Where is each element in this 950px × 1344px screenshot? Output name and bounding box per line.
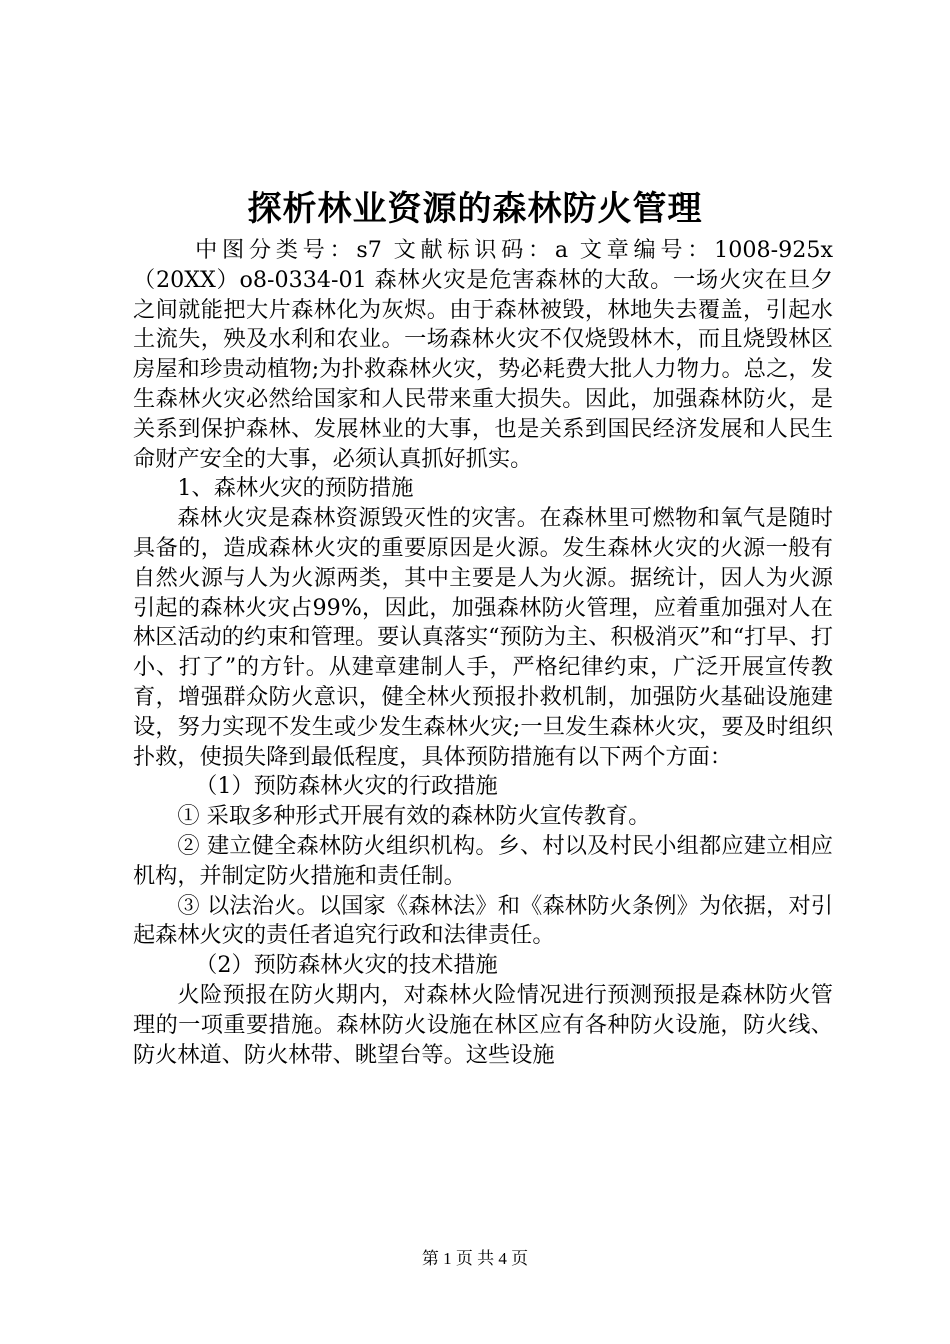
body-paragraph: 森林火灾是森林资源毁灭性的灾害。在森林里可燃物和氧气是随时具备的，造成森林火灾的重要原因是火源。发生森林火灾的火源一般有自然火源与人为火源两类，其中主要是人为火源。据统计，因人为火源引起的森林火灾占99%，因此，加强森林防火管理，应着重加强对人在林区活动的约束和管理。要认真落实“预防为主、积极消灭”和“打早、打小、打了”的方针。从建章建制人手，严格纪律约束，广泛开展宣传教育，增强群众防火意识，健全林火预报扑救机制，加强防火基础设施建设，努力实现不发生或少发生森林火灾;一旦发生森林火灾，要及时组织扑救，使损失降到最低程度，具体预防措施有以下两个方面： [133, 505, 833, 770]
list-item: ② 建立健全森林防火组织机构。乡、村以及村民小组都应建立相应机构，并制定防火措施和责任制。 [133, 832, 833, 889]
document-body [133, 236, 833, 1070]
page-footer: 第 1 页 共 4 页 [421, 1249, 529, 1268]
section-heading-1: 1、森林火灾的预防措施 [177, 475, 414, 502]
intro-paragraph: 中图分类号：s7 文献标识码：a 文章编号：1008-925x（20XX）o8-0334-01 森林火灾是危害森林的大敌。一场火灾在旦夕之间就能把大片森林化为灰烬。由于森林被毁，林地失去覆盖，引起水土流失，殃及水利和农业。一场森林火灾不仅烧毁林木，而且烧毁林区房屋和珍贵动植物;为扑救森林火灾，势必耗费大批人力物力。总之，发生森林火灾必然给国家和人民带来重大损失。因此，加强森林防火，是关系到保护森林、发展林业的大事，也是关系到国民经济发展和人民生命财产安全的大事，必须认真抓好抓实。 [133, 237, 833, 472]
body-paragraph: 火险预报在防火期内，对森林火险情况进行预测预报是森林防火管理的一项重要措施。森林防火设施在林区应有各种防火设施，防火线、防火林道、防火林带、眺望台等。这些设施 [133, 981, 833, 1068]
list-item: ① 采取多种形式开展有效的森林防火宣传教育。 [177, 803, 651, 830]
subsection-heading-1: （1）预防森林火灾的行政措施 [195, 773, 498, 800]
subsection-heading-2: （2）预防森林火灾的技术措施 [195, 952, 498, 979]
document-title: 探析林业资源的森林防火管理 [247, 189, 703, 229]
list-item: ③ 以法治火。以国家《森林法》和《森林防火条例》为依据，对引起森林火灾的责任者追究行政和法律责任。 [133, 892, 833, 949]
